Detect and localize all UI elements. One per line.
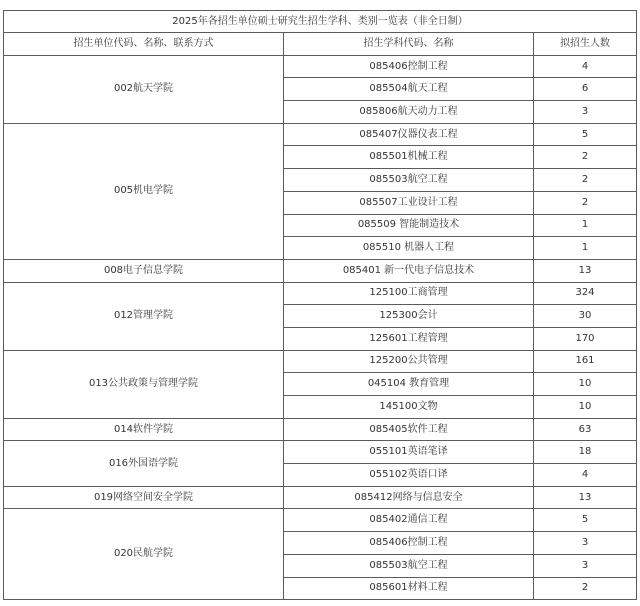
count-cell: 13 — [534, 259, 637, 282]
table-row — [4, 509, 637, 532]
major-cell: 085402通信工程 — [284, 509, 534, 532]
major-cell: 145100文物 — [284, 396, 534, 419]
count-cell: 4 — [534, 55, 637, 78]
count-cell: 2 — [534, 577, 637, 600]
table-row — [4, 123, 637, 146]
major-cell: 085501机械工程 — [284, 146, 534, 169]
major-cell: 085503航空工程 — [284, 554, 534, 577]
unit-cell: 002航天学院 — [4, 55, 284, 123]
count-cell: 3 — [534, 532, 637, 555]
table-row — [4, 486, 637, 509]
count-cell: 4 — [534, 464, 637, 487]
count-cell: 2 — [534, 191, 637, 214]
major-cell: 085406控制工程 — [284, 532, 534, 555]
unit-cell: 020民航学院 — [4, 509, 284, 600]
table-row — [4, 418, 637, 441]
count-cell: 161 — [534, 350, 637, 373]
major-cell: 085509 智能制造技术 — [284, 214, 534, 237]
major-cell: 125601工程管理 — [284, 327, 534, 350]
major-cell: 085806航天动力工程 — [284, 101, 534, 124]
count-cell: 2 — [534, 146, 637, 169]
count-cell: 6 — [534, 78, 637, 101]
count-cell: 1 — [534, 237, 637, 260]
major-cell: 085510 机器人工程 — [284, 237, 534, 260]
count-cell: 3 — [534, 101, 637, 124]
enrollment-table — [3, 10, 637, 600]
count-cell: 3 — [534, 554, 637, 577]
unit-cell: 019网络空间安全学院 — [4, 486, 284, 509]
unit-cell: 012管理学院 — [4, 282, 284, 350]
count-cell: 5 — [534, 509, 637, 532]
count-cell: 63 — [534, 418, 637, 441]
unit-cell: 013公共政策与管理学院 — [4, 350, 284, 418]
count-cell: 30 — [534, 305, 637, 328]
major-cell: 085601材料工程 — [284, 577, 534, 600]
major-cell: 085401 新一代电子信息技术 — [284, 259, 534, 282]
count-cell: 10 — [534, 373, 637, 396]
header-major: 招生学科代码、名称 — [284, 33, 534, 56]
major-cell: 085503航空工程 — [284, 169, 534, 192]
table-title: 2025年各招生单位硕士研究生招生学科、类别一览表（非全日制） — [4, 11, 637, 33]
major-cell: 125100工商管理 — [284, 282, 534, 305]
major-cell: 085405软件工程 — [284, 418, 534, 441]
table-row — [4, 350, 637, 373]
header-count: 拟招生人数 — [534, 33, 637, 56]
major-cell: 085504航天工程 — [284, 78, 534, 101]
major-cell: 045104 教育管理 — [284, 373, 534, 396]
major-cell: 085507工业设计工程 — [284, 191, 534, 214]
table-row — [4, 55, 637, 78]
header-row — [4, 33, 637, 56]
table-body — [4, 11, 637, 600]
table-row — [4, 441, 637, 464]
major-cell: 125300会计 — [284, 305, 534, 328]
header-unit: 招生单位代码、名称、联系方式 — [4, 33, 284, 56]
major-cell: 125200公共管理 — [284, 350, 534, 373]
table-row — [4, 282, 637, 305]
unit-cell: 005机电学院 — [4, 123, 284, 259]
count-cell: 18 — [534, 441, 637, 464]
major-cell: 085412网络与信息安全 — [284, 486, 534, 509]
count-cell: 5 — [534, 123, 637, 146]
unit-cell: 014软件学院 — [4, 418, 284, 441]
table-row — [4, 259, 637, 282]
count-cell: 1 — [534, 214, 637, 237]
major-cell: 055102英语口译 — [284, 464, 534, 487]
major-cell: 055101英语笔译 — [284, 441, 534, 464]
count-cell: 10 — [534, 396, 637, 419]
major-cell: 085406控制工程 — [284, 55, 534, 78]
major-cell: 085407仪器仪表工程 — [284, 123, 534, 146]
count-cell: 324 — [534, 282, 637, 305]
unit-cell: 008电子信息学院 — [4, 259, 284, 282]
title-row — [4, 11, 637, 33]
count-cell: 13 — [534, 486, 637, 509]
unit-cell: 016外国语学院 — [4, 441, 284, 486]
count-cell: 170 — [534, 327, 637, 350]
count-cell: 2 — [534, 169, 637, 192]
